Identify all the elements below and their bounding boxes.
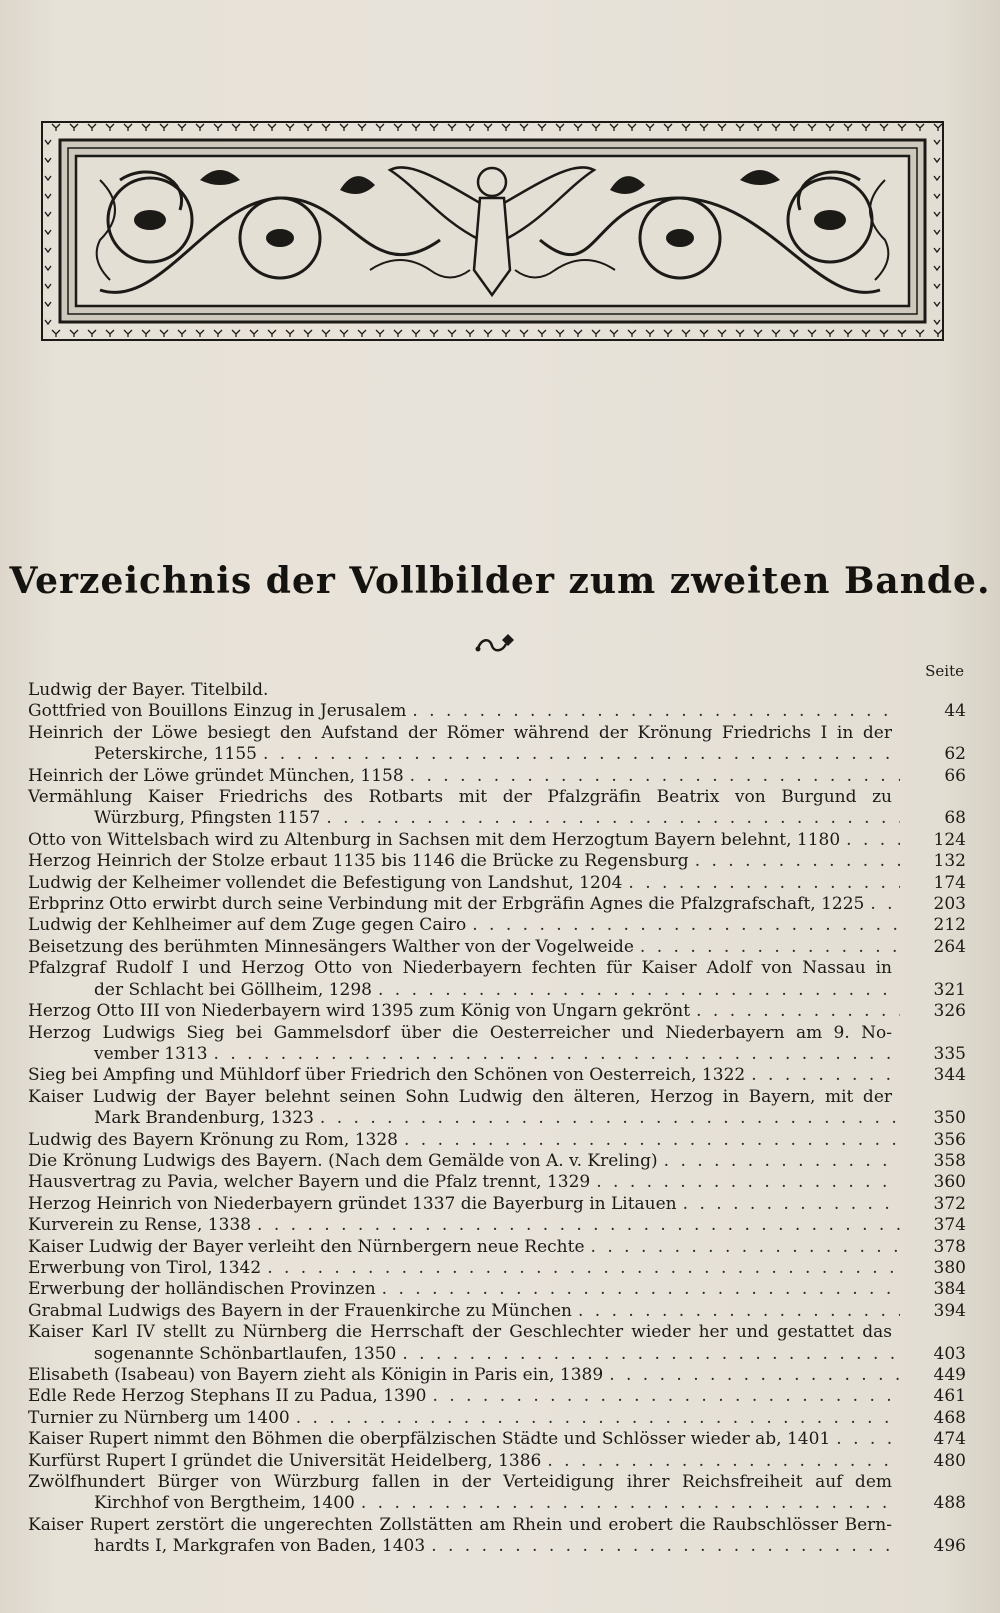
toc-entry-text: Turnier zu Nürnberg um 1400 [28, 1407, 290, 1428]
leader-dots [382, 1279, 900, 1300]
leader-dots [412, 701, 900, 722]
toc-entry [28, 1065, 966, 1086]
toc-entry [28, 1087, 966, 1130]
page-number: 66 [944, 765, 966, 786]
leader-dots [410, 766, 900, 787]
fleuron-icon [472, 632, 520, 656]
toc-entry-text: Heinrich der Löwe besiegt den Aufstand der Römer während der Krönung Friedrichs I in der [28, 722, 892, 743]
toc-entry [28, 1472, 966, 1515]
toc-entry [28, 1237, 966, 1258]
toc-entry-text: Herzog Heinrich von Niederbayern gründet 1337 die Bayerburg in Litauen [28, 1193, 677, 1214]
toc-entry [28, 1258, 966, 1279]
page-number: 380 [933, 1257, 966, 1278]
leader-dots [628, 873, 900, 894]
toc-entry-text: Otto von Wittelsbach wird zu Altenburg in Sachsen mit dem Herzogtum Bayern belehnt, 1180 [28, 829, 841, 850]
toc-entry [28, 680, 966, 701]
leader-dots [263, 744, 900, 765]
toc-entry-text: Vermählung Kaiser Friedrichs des Rotbarts mit der Pfalzgräfin Beatrix von Burgund zu [28, 787, 892, 808]
page-number: 358 [933, 1150, 966, 1171]
leader-dots [640, 937, 900, 958]
toc-entry-text: Ludwig der Kelheimer vollendet die Befestigung von Landshut, 1204 [28, 872, 623, 893]
page-number: 372 [933, 1193, 966, 1214]
toc-entry [28, 1172, 966, 1193]
page-number: 124 [933, 829, 966, 850]
page-number: 62 [944, 744, 966, 765]
toc-entry [28, 851, 966, 872]
toc-entry [28, 1279, 966, 1300]
toc-entry-text: Beisetzung des berühmten Minnesängers Walther von der Vogelweide [28, 936, 634, 957]
toc-entry [28, 1023, 966, 1066]
page-number: 403 [933, 1343, 966, 1364]
leader-dots [547, 1451, 900, 1472]
leader-dots [361, 1493, 900, 1514]
toc-entry-text: Würzburg, Pfingsten 1157 [94, 808, 321, 829]
toc-entry-text: Heinrich der Löwe gründet München, 1158 [28, 765, 404, 786]
leader-dots [404, 1130, 900, 1151]
leader-dots [320, 1108, 900, 1129]
page-number: 468 [933, 1407, 966, 1428]
leader-dots [846, 830, 900, 851]
page-number: 461 [933, 1386, 966, 1407]
toc-entry-text: sogenannte Schönbartlaufen, 1350 [94, 1343, 397, 1364]
toc-entry-text: Edle Rede Herzog Stephans II zu Padua, 1390 [28, 1386, 427, 1407]
page-number: 326 [933, 1001, 966, 1022]
ornamental-header-band [40, 120, 945, 342]
page-number: 488 [933, 1493, 966, 1514]
page-number: 350 [933, 1108, 966, 1129]
page-number: 203 [933, 894, 966, 915]
leader-dots [378, 980, 900, 1001]
toc-entry [28, 701, 966, 722]
leader-dots [596, 1172, 900, 1193]
leader-dots [402, 1344, 900, 1365]
page-number: 384 [933, 1279, 966, 1300]
leader-dots [695, 851, 900, 872]
toc-entry-text: Grabmal Ludwigs des Bayern in der Frauenkirche zu München [28, 1300, 572, 1321]
toc-entry [28, 1194, 966, 1215]
page-number: 496 [933, 1536, 966, 1557]
page-number: 449 [933, 1365, 966, 1385]
toc-entry-text: Erbprinz Otto erwirbt durch seine Verbindung mit der Erbgräfin Agnes die Pfalzgrafschaft, 1225 [28, 894, 865, 915]
leader-dots [696, 1001, 900, 1022]
leader-dots [472, 915, 900, 936]
toc-entry-text: Die Krönung Ludwigs des Bayern. (Nach dem Gemälde von A. v. Kreling) [28, 1150, 658, 1171]
toc-entry-text: Ludwig des Bayern Krönung zu Rom, 1328 [28, 1129, 398, 1150]
page-number: 344 [933, 1065, 966, 1086]
toc-entry [28, 1215, 966, 1236]
toc-entry [28, 723, 966, 766]
toc-entry [28, 894, 966, 915]
page-number: 212 [933, 915, 966, 936]
toc-entry [28, 873, 966, 894]
page-number: 264 [933, 936, 966, 957]
page-number: 321 [933, 979, 966, 1000]
toc-entry [28, 1408, 966, 1429]
toc-entry [28, 766, 966, 787]
toc-entry-text: Herzog Otto III von Niederbayern wird 1395 zum König von Ungarn gekrönt [28, 1001, 691, 1022]
toc-entry-text: Kaiser Rupert nimmt den Böhmen die oberpfälzischen Städte und Schlösser wieder ab, 1401 [28, 1429, 831, 1450]
toc-entry [28, 1001, 966, 1022]
toc-entry-text: Erwerbung von Tirol, 1342 [28, 1257, 262, 1278]
leader-dots [836, 1429, 900, 1450]
leader-dots [296, 1408, 900, 1429]
page-number: 378 [933, 1236, 966, 1257]
toc-entry-text: Herzog Heinrich der Stolze erbaut 1135 bis 1146 die Brücke zu Regensburg [28, 851, 689, 872]
page-number: 335 [933, 1043, 966, 1064]
toc-entry [28, 937, 966, 958]
leader-dots [751, 1065, 900, 1086]
page-number: 356 [933, 1129, 966, 1150]
leader-dots [257, 1215, 900, 1236]
toc-entry-text: Herzog Ludwigs Sieg bei Gammelsdorf über die Oesterreicher und Niederbayern am 9. No- [28, 1022, 892, 1043]
toc-entry-text: Kaiser Rupert zerstört die ungerechten Zollstätten am Rhein und erobert die Raubschlösser Bern- [28, 1514, 892, 1535]
toc-entry [28, 1322, 966, 1365]
toc-entry-text: Gottfried von Bouillons Einzug in Jerusalem [28, 701, 407, 722]
page-number: 44 [944, 701, 966, 722]
toc-entry-text: Sieg bei Ampfing und Mühldorf über Friedrich den Schönen von Oesterreich, 1322 [28, 1065, 746, 1086]
toc-entry-text: Kaiser Karl IV stellt zu Nürnberg die Herrschaft der Geschlechter wieder her und gestattet das [28, 1322, 892, 1343]
toc-entry [28, 1386, 966, 1407]
page-column-header: Seite [925, 662, 964, 680]
toc-entry-text: hardts I, Markgrafen von Baden, 1403 [94, 1536, 426, 1557]
toc-entry [28, 1429, 966, 1450]
toc-entry-text: Hausvertrag zu Pavia, welcher Bayern und die Pfalz trennt, 1329 [28, 1172, 591, 1193]
page-number: 174 [933, 872, 966, 893]
toc-entry [28, 958, 966, 1001]
toc-entry-text: Kaiser Ludwig der Bayer belehnt seinen Sohn Ludwig den älteren, Herzog in Bayern, mit der [28, 1086, 892, 1107]
toc-entry [28, 1130, 966, 1151]
leader-dots [578, 1301, 900, 1322]
toc-entry-text: vember 1313 [94, 1043, 208, 1064]
leader-dots [609, 1365, 900, 1386]
leader-dots [870, 894, 900, 915]
toc-entry [28, 1151, 966, 1172]
toc-entry-text: Kirchhof von Bergtheim, 1400 [94, 1493, 355, 1514]
toc-entry [28, 1301, 966, 1322]
page-number: 394 [933, 1300, 966, 1321]
toc-entry-text: Kaiser Ludwig der Bayer verleiht den Nürnbergern neue Rechte [28, 1236, 585, 1257]
page-number: 68 [944, 808, 966, 829]
toc-entry-text: Ludwig der Bayer. Titelbild. [28, 680, 269, 700]
page-number: 132 [933, 851, 966, 872]
toc-entry-text: Zwölfhundert Bürger von Würzburg fallen in der Verteidigung ihrer Reichsfreiheit auf dem [28, 1472, 892, 1493]
toc-entry [28, 787, 966, 830]
page-number: 480 [933, 1450, 966, 1471]
toc-entry-text: Ludwig der Kehlheimer auf dem Zuge gegen Cairo [28, 915, 467, 936]
leader-dots [591, 1237, 900, 1258]
toc-entry-text: Mark Brandenburg, 1323 [94, 1108, 314, 1129]
toc-entry [28, 830, 966, 851]
leader-dots [431, 1536, 900, 1557]
leader-dots [683, 1194, 900, 1215]
table-of-plates [28, 680, 966, 1558]
toc-entry [28, 1451, 966, 1472]
page-number: 360 [933, 1172, 966, 1193]
toc-entry-text: Peterskirche, 1155 [94, 744, 257, 765]
toc-entry-text: Pfalzgraf Rudolf I und Herzog Otto von Niederbayern fechten für Kaiser Adolf von Nassau in [28, 958, 892, 979]
page-title: Verzeichnis der Vollbilder zum zweiten Bande. [9, 560, 991, 602]
toc-entry-text: Kurfürst Rupert I gründet die Universität Heidelberg, 1386 [28, 1450, 542, 1471]
leader-dots [214, 1044, 900, 1065]
toc-entry-text: Kurverein zu Rense, 1338 [28, 1215, 252, 1236]
leader-dots [267, 1258, 900, 1279]
toc-entry-text: Elisabeth (Isabeau) von Bayern zieht als Königin in Paris ein, 1389 [28, 1365, 604, 1385]
toc-entry [28, 1365, 966, 1386]
page-number: 374 [933, 1215, 966, 1236]
toc-entry-text: Erwerbung der holländischen Provinzen [28, 1279, 376, 1300]
toc-entry [28, 915, 966, 936]
leader-dots [664, 1151, 900, 1172]
toc-entry-text: der Schlacht bei Göllheim, 1298 [94, 979, 372, 1000]
page-number: 474 [933, 1429, 966, 1450]
leader-dots [432, 1386, 900, 1407]
toc-entry [28, 1515, 966, 1558]
leader-dots [326, 808, 900, 829]
